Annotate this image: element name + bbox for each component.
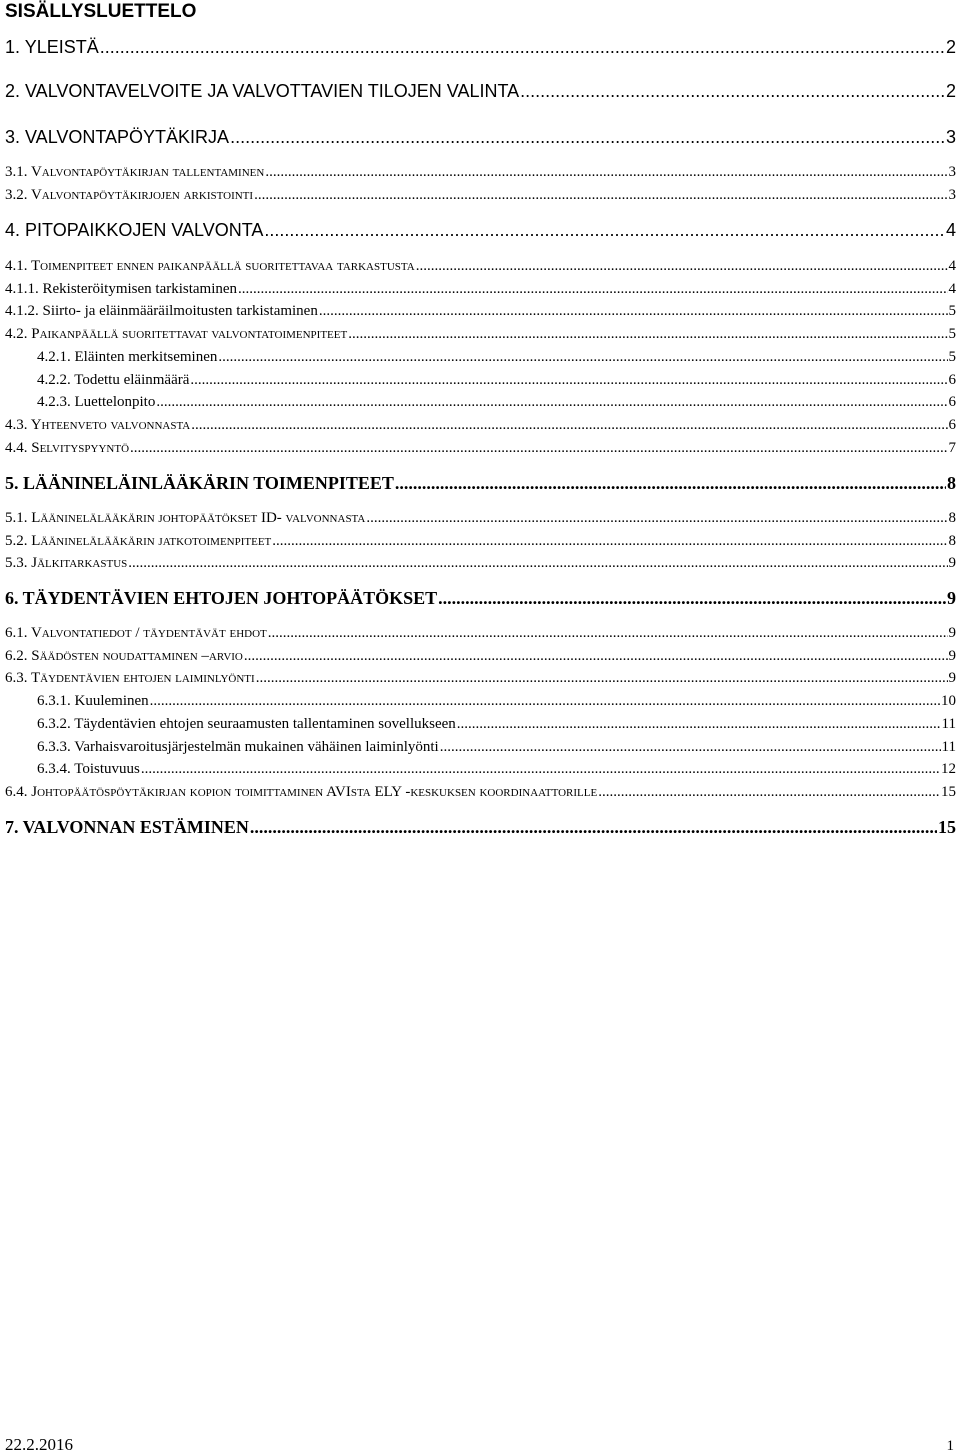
toc-entry-3-2[interactable] [5, 186, 956, 204]
toc-entry-4-1-2[interactable] [5, 302, 956, 320]
toc-entry-4-2-1[interactable] [37, 348, 956, 366]
toc-entry-label: 4.1.1. Rekisteröitymisen tarkistaminen [5, 281, 238, 297]
toc-entry-label: 4.2.2. Todettu eläinmäärä [37, 372, 190, 388]
toc-entry-4[interactable] [5, 219, 956, 241]
toc-entry-6[interactable] [5, 587, 956, 609]
toc-entry-page: 10 [941, 693, 956, 709]
dot-leader [254, 186, 947, 204]
toc-entry-label: 6.2. Säädösten noudattaminen –arvio [5, 648, 243, 664]
toc-entry-page: 4 [945, 220, 956, 240]
toc-entry-page: 9 [947, 588, 956, 608]
toc-entry-page: 5 [948, 326, 956, 342]
dot-leader [256, 669, 948, 687]
toc-entry-label: 4.4. Selvityspyyntö [5, 440, 130, 456]
toc-entry-label: 3.2. Valvontapöytäkirjojen arkistointi [5, 187, 254, 203]
toc-entry-label: 6.3.1. Kuuleminen [37, 693, 149, 709]
toc-entry-4-2-3[interactable] [37, 393, 956, 411]
toc-entry-page: 3 [948, 187, 956, 203]
dot-leader [395, 472, 946, 494]
dot-leader [366, 509, 947, 527]
toc-entry-label: 4.2.1. Eläinten merkitseminen [37, 349, 218, 365]
toc-entry-label: 4.2. Paikanpäällä suoritettavat valvontatoimenpiteet [5, 326, 348, 342]
toc-entry-5-1[interactable] [5, 509, 956, 527]
dot-leader [238, 280, 947, 298]
dot-leader [440, 738, 941, 756]
toc-entry-5-3[interactable] [5, 554, 956, 572]
toc-entry-page: 2 [945, 81, 956, 101]
toc-entry-4-1[interactable] [5, 257, 956, 275]
toc-entry-page: 2 [945, 37, 956, 57]
toc-entry-label: 4.1.2. Siirto- ja eläinmääräilmoitusten tarkistaminen [5, 303, 318, 319]
footer-date: 22.2.2016 [5, 1435, 73, 1454]
toc-entry-label: 6.3.3. Varhaisvaroitusjärjestelmän mukainen vähäinen laiminlyönti [37, 739, 439, 755]
toc-entry-3-1[interactable] [5, 163, 956, 181]
dot-leader [190, 371, 947, 389]
toc-entry-page: 15 [941, 784, 956, 800]
dot-leader [141, 760, 940, 778]
toc-entry-5[interactable] [5, 472, 956, 494]
toc-entry-page: 4 [948, 258, 956, 274]
toc-entry-6-1[interactable] [5, 624, 956, 642]
toc-entry-page: 9 [948, 648, 956, 664]
toc-entry-page: 3 [945, 127, 956, 147]
toc-entry-page: 9 [948, 625, 956, 641]
dot-leader [268, 624, 948, 642]
toc-entry-6-3-4[interactable] [37, 760, 956, 778]
toc-entry-4-2-2[interactable] [37, 371, 956, 389]
toc-entry-2[interactable] [5, 80, 956, 102]
toc-entry-label: 6.3. Täydentävien ehtojen laiminlyönti [5, 670, 255, 686]
toc-entry-page: 12 [941, 761, 956, 777]
dot-leader [265, 163, 947, 181]
toc-entry-page: 8 [948, 510, 956, 526]
toc-entry-page: 6 [948, 417, 956, 433]
dot-leader [244, 647, 948, 665]
dot-leader [319, 302, 948, 320]
toc-entry-label: 4.1. Toimenpiteet ennen paikanpäällä suoritettavaa tarkastusta [5, 258, 415, 274]
dot-leader [598, 783, 940, 801]
dot-leader [191, 416, 947, 434]
toc-entry-page: 3 [948, 164, 956, 180]
dot-leader [457, 715, 941, 733]
toc-entry-page: 9 [948, 670, 956, 686]
toc-entry-4-3[interactable] [5, 416, 956, 434]
toc-entry-3[interactable] [5, 126, 956, 148]
toc-entry-page: 7 [948, 440, 956, 456]
toc-entry-label: 6.3.2. Täydentävien ehtojen seuraamusten tallentaminen sovellukseen [37, 716, 456, 732]
toc-entry-6-3-2[interactable] [37, 715, 956, 733]
toc-entry-label: 6. TÄYDENTÄVIEN EHTOJEN JOHTOPÄÄTÖKSET [5, 588, 438, 608]
toc-entry-page: 6 [948, 372, 956, 388]
toc-entry-4-2[interactable] [5, 325, 956, 343]
dot-leader [156, 393, 947, 411]
toc-entry-label: 6.1. Valvontatiedot / täydentävät ehdot [5, 625, 267, 641]
dot-leader [230, 126, 945, 148]
dot-leader [130, 439, 947, 457]
toc-entry-page: 6 [948, 394, 956, 410]
dot-leader [348, 325, 947, 343]
toc-entry-label: 5. LÄÄNINELÄINLÄÄKÄRIN TOIMENPITEET [5, 473, 394, 493]
toc-entry-label: 5.3. Jälkitarkastus [5, 555, 128, 571]
toc-entry-label: 5.1. Lääninelälääkärin johtopäätökset ID- valvonnasta [5, 510, 366, 526]
dot-leader [264, 219, 945, 241]
toc-entry-6-3-1[interactable] [37, 692, 956, 710]
footer-page-number: 1 [946, 1438, 954, 1454]
dot-leader [128, 554, 947, 572]
toc-entry-label: 6.4. Johtopäätöspöytäkirjan kopion toimittaminen AVIsta ELY -keskuksen koordinaattorille [5, 784, 598, 800]
dot-leader [416, 257, 948, 275]
toc-entry-6-3[interactable] [5, 669, 956, 687]
toc-entry-page: 5 [948, 349, 956, 365]
toc-entry-label: 1. YLEISTÄ [5, 37, 99, 57]
toc-entry-page: 11 [941, 716, 956, 732]
toc-entry-page: 9 [948, 555, 956, 571]
toc-entry-4-4[interactable] [5, 439, 956, 457]
toc-entry-6-4[interactable] [5, 783, 956, 801]
toc-entry-page: 5 [948, 303, 956, 319]
dot-leader [100, 36, 945, 58]
toc-entry-6-2[interactable] [5, 647, 956, 665]
toc-entry-page: 11 [941, 739, 956, 755]
dot-leader [438, 587, 946, 609]
dot-leader [520, 80, 945, 102]
toc-entry-6-3-3[interactable] [37, 738, 956, 756]
toc-entry-label: 4. PITOPAIKKOJEN VALVONTA [5, 220, 264, 240]
toc-title: SISÄLLYSLUETTELO [5, 1, 197, 22]
toc-entry-label: 6.3.4. Toistuvuus [37, 761, 140, 777]
toc-entry-page: 8 [947, 473, 956, 493]
toc-entry-label: 3. VALVONTAPÖYTÄKIRJA [5, 127, 230, 147]
toc-entry-7[interactable] [5, 816, 956, 838]
dot-leader [218, 348, 947, 366]
toc-entry-label: 5.2. Lääninelälääkärin jatkotoimenpiteet [5, 533, 272, 549]
toc-entry-page: 8 [948, 533, 956, 549]
toc-entry-label: 3.1. Valvontapöytäkirjan tallentaminen [5, 164, 265, 180]
toc-entry-label: 2. VALVONTAVELVOITE JA VALVOTTAVIEN TILOJEN VALINTA [5, 81, 520, 101]
dot-leader [250, 816, 937, 838]
toc-entry-1[interactable] [5, 36, 956, 58]
toc-entry-label: 7. VALVONNAN ESTÄMINEN [5, 817, 249, 837]
toc-entry-page: 15 [938, 817, 956, 837]
dot-leader [150, 692, 940, 710]
toc-entry-page: 4 [948, 281, 956, 297]
toc-entry-4-1-1[interactable] [5, 280, 956, 298]
toc-entry-label: 4.3. Yhteenveto valvonnasta [5, 417, 191, 433]
dot-leader [272, 532, 947, 550]
toc-entry-5-2[interactable] [5, 532, 956, 550]
toc-entry-label: 4.2.3. Luettelonpito [37, 394, 156, 410]
